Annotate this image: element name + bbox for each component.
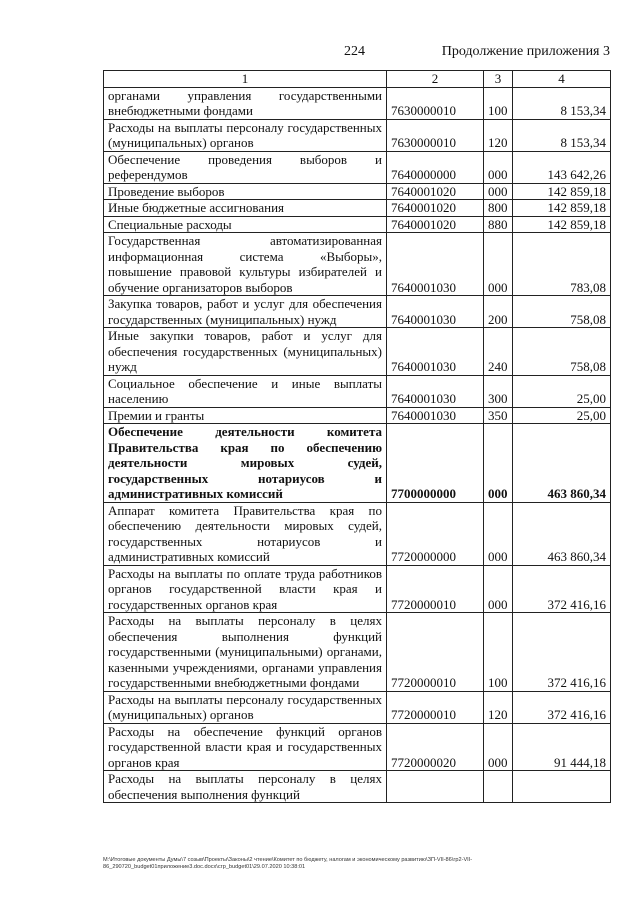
amount-cell: 783,08 — [513, 233, 611, 296]
target-code-cell: 7640001030 — [387, 407, 484, 424]
amount-cell: 372 416,16 — [513, 613, 611, 692]
expense-group-cell: 120 — [484, 119, 513, 151]
expense-name-cell: Проведение выборов — [104, 183, 387, 200]
expense-name-cell: Расходы на выплаты персоналу государственных (муниципальных) органов — [104, 691, 387, 723]
target-code-cell: 7630000010 — [387, 119, 484, 151]
amount-cell: 8 153,34 — [513, 119, 611, 151]
page-number: 224 — [344, 44, 365, 59]
target-code-cell: 7640001030 — [387, 296, 484, 328]
expense-name-cell: Обеспечение деятельности комитета Правительства края по обеспечению деятельности мировых судей, государственных нотариусов и административных комиссий — [104, 424, 387, 503]
expense-group-cell: 200 — [484, 296, 513, 328]
table-row — [104, 200, 611, 217]
amount-cell: 463 860,34 — [513, 502, 611, 565]
table-row — [104, 375, 611, 407]
target-code-cell: 7720000020 — [387, 723, 484, 771]
page-header — [0, 44, 640, 64]
table-row — [104, 233, 611, 296]
expense-name-cell: Закупка товаров, работ и услуг для обеспечения государственных (муниципальных) нужд — [104, 296, 387, 328]
expense-name-cell: Иные закупки товаров, работ и услуг для обеспечения государственных (муниципальных) нужд — [104, 328, 387, 376]
table-row — [104, 502, 611, 565]
table-row — [104, 183, 611, 200]
column-number: 3 — [484, 71, 513, 88]
target-code-cell: 7640001020 — [387, 183, 484, 200]
expense-name-cell: Расходы на обеспечение функций органов государственной власти края и государственных органов края — [104, 723, 387, 771]
column-number: 4 — [513, 71, 611, 88]
amount-cell: 142 859,18 — [513, 200, 611, 217]
target-code-cell: 7720000000 — [387, 502, 484, 565]
target-code-cell: 7630000010 — [387, 87, 484, 119]
expense-name-cell: Расходы на выплаты персоналу государственных (муниципальных) органов — [104, 119, 387, 151]
target-code-cell: 7720000010 — [387, 613, 484, 692]
table-row — [104, 119, 611, 151]
amount-cell: 372 416,16 — [513, 565, 611, 613]
expense-group-cell: 120 — [484, 691, 513, 723]
expense-group-cell: 880 — [484, 216, 513, 233]
target-code-cell: 7700000000 — [387, 424, 484, 503]
table-row — [104, 613, 611, 692]
table-row — [104, 296, 611, 328]
expense-name-cell: Социальное обеспечение и иные выплаты населению — [104, 375, 387, 407]
expense-group-cell: 000 — [484, 723, 513, 771]
expense-group-cell: 000 — [484, 183, 513, 200]
target-code-cell — [387, 771, 484, 803]
expense-group-cell: 000 — [484, 565, 513, 613]
amount-cell: 142 859,18 — [513, 183, 611, 200]
target-code-cell: 7720000010 — [387, 691, 484, 723]
expense-group-cell: 800 — [484, 200, 513, 217]
target-code-cell: 7640001020 — [387, 200, 484, 217]
budget-table — [103, 70, 611, 803]
amount-cell — [513, 771, 611, 803]
table-row — [104, 723, 611, 771]
column-number: 1 — [104, 71, 387, 88]
table-row — [104, 216, 611, 233]
table-row — [104, 424, 611, 503]
expense-group-cell: 000 — [484, 151, 513, 183]
table-row — [104, 691, 611, 723]
amount-cell: 25,00 — [513, 375, 611, 407]
expense-group-cell: 240 — [484, 328, 513, 376]
expense-group-cell: 100 — [484, 87, 513, 119]
target-code-cell: 7720000010 — [387, 565, 484, 613]
expense-group-cell: 000 — [484, 502, 513, 565]
table-row — [104, 407, 611, 424]
table-row — [104, 771, 611, 803]
table-row — [104, 328, 611, 376]
table-body — [104, 87, 611, 803]
expense-group-cell — [484, 771, 513, 803]
expense-group-cell: 000 — [484, 233, 513, 296]
amount-cell: 142 859,18 — [513, 216, 611, 233]
table-row — [104, 151, 611, 183]
amount-cell: 143 642,26 — [513, 151, 611, 183]
amount-cell: 463 860,34 — [513, 424, 611, 503]
expense-name-cell: Государственная автоматизированная информационная система «Выборы», повышение правовой культуры избирателей и обучение организаторов выборов — [104, 233, 387, 296]
expense-name-cell: Аппарат комитета Правительства края по обеспечению деятельности мировых судей, государственных нотариусов и административных комиссий — [104, 502, 387, 565]
column-number: 2 — [387, 71, 484, 88]
expense-name-cell: Расходы на выплаты по оплате труда работников органов государственной власти края и государственных органов края — [104, 565, 387, 613]
target-code-cell: 7640000000 — [387, 151, 484, 183]
column-number-row — [104, 71, 611, 88]
expense-name-cell: Специальные расходы — [104, 216, 387, 233]
amount-cell: 8 153,34 — [513, 87, 611, 119]
target-code-cell: 7640001030 — [387, 233, 484, 296]
amount-cell: 758,08 — [513, 328, 611, 376]
table-row — [104, 87, 611, 119]
expense-name-cell: Иные бюджетные ассигнования — [104, 200, 387, 217]
expense-group-cell: 300 — [484, 375, 513, 407]
amount-cell: 758,08 — [513, 296, 611, 328]
expense-group-cell: 100 — [484, 613, 513, 692]
expense-name-cell: Расходы на выплаты персоналу в целях обеспечения выполнения функций — [104, 771, 387, 803]
file-path-footer: M:\Итоговые документы Думы\7 созыв\Проекты\Законы\2 чтение\Комитет по бюджету, налогам и экономическому развитию\ЗП-VII-86\гр2-VII-86_290720_budget01приложение3.doc.docx\сгр_budget01\29.07.2020 10:38:01 — [103, 857, 473, 870]
amount-cell: 25,00 — [513, 407, 611, 424]
expense-name-cell: Премии и гранты — [104, 407, 387, 424]
expense-name-cell: Обеспечение проведения выборов и референдумов — [104, 151, 387, 183]
continuation-label: Продолжение приложения 3 — [441, 44, 610, 59]
table-row — [104, 565, 611, 613]
target-code-cell: 7640001030 — [387, 328, 484, 376]
target-code-cell: 7640001030 — [387, 375, 484, 407]
target-code-cell: 7640001020 — [387, 216, 484, 233]
expense-group-cell: 000 — [484, 424, 513, 503]
amount-cell: 372 416,16 — [513, 691, 611, 723]
expense-name-cell: Расходы на выплаты персоналу в целях обеспечения выполнения функций государственными (муниципальными) органами, казенными учреждениями, органами управления государственными внебюджетными фондами — [104, 613, 387, 692]
expense-name-cell: органами управления государственными внебюджетными фондами — [104, 87, 387, 119]
amount-cell: 91 444,18 — [513, 723, 611, 771]
expense-group-cell: 350 — [484, 407, 513, 424]
